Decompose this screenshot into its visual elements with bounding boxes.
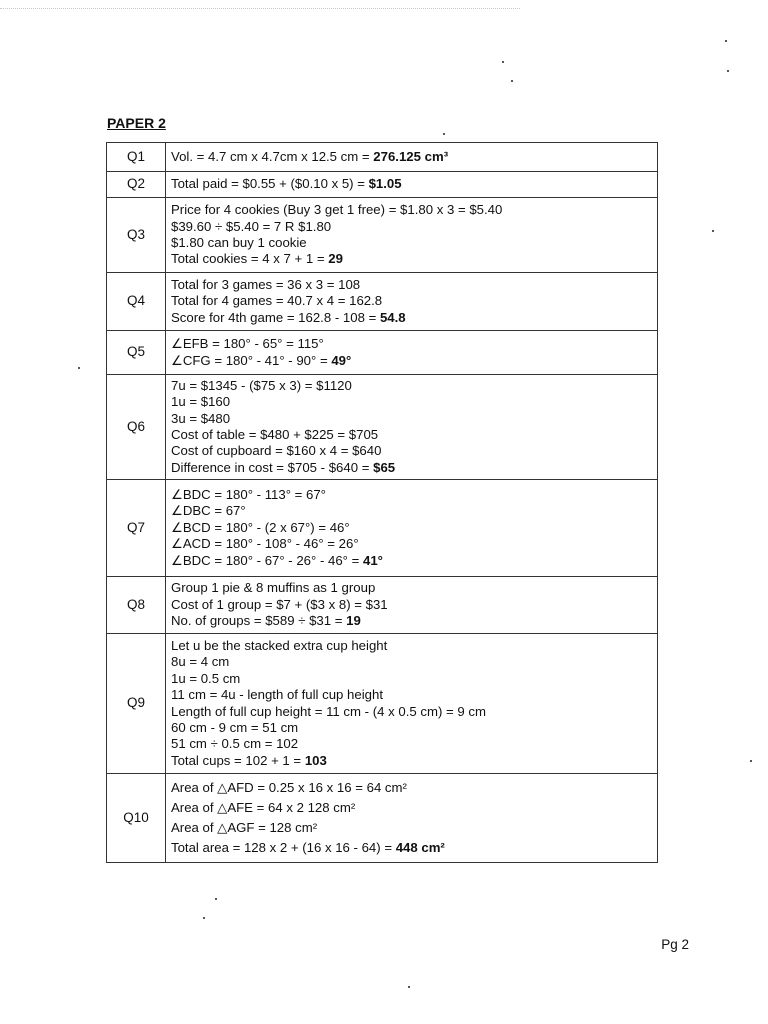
working-line: Group 1 pie & 8 muffins as 1 group [171, 580, 376, 596]
question-number: Q3 [107, 198, 166, 273]
working-line: Total for 4 games = 40.7 x 4 = 162.8 [171, 293, 383, 309]
table-row [107, 172, 658, 198]
working-cell [166, 273, 658, 331]
final-answer: 54.8 [379, 309, 406, 325]
question-number: Q10 [107, 774, 166, 863]
scan-speck [443, 133, 445, 135]
working-cell [166, 480, 658, 577]
final-answer: $65 [373, 459, 396, 475]
working-line: $39.60 ÷ $5.40 = 7 R $1.80 [171, 218, 332, 234]
working-text: Total area = 128 x 2 + (16 x 16 - 64) = [171, 840, 396, 855]
working-line: 1u = 0.5 cm [171, 670, 241, 686]
working-cell [166, 577, 658, 634]
page-number: Pg 2 [661, 937, 689, 952]
working-cell [166, 634, 658, 774]
working-text: Total paid = $0.55 + ($0.10 x 5) = [171, 176, 369, 192]
working-line: Cost of cupboard = $160 x 4 = $640 [171, 443, 382, 459]
question-number: Q2 [107, 172, 166, 198]
scan-edge-line [0, 8, 520, 9]
working-line: ∠ACD = 180° - 108° - 46° = 26° [171, 536, 359, 552]
scan-speck [725, 40, 727, 42]
question-number: Q8 [107, 577, 166, 634]
table-row [107, 480, 658, 577]
working-cell [166, 143, 658, 172]
scan-speck [511, 80, 513, 82]
working-cell [166, 774, 658, 863]
final-answer: 41° [363, 552, 383, 568]
final-answer: 103 [304, 752, 327, 768]
working-line [171, 553, 651, 569]
working-line: 51 cm ÷ 0.5 cm = 102 [171, 736, 299, 752]
working-line: Area of △AGF = 128 cm² [171, 820, 318, 835]
working-line [171, 176, 651, 192]
working-line [171, 753, 651, 769]
page-title: PAPER 2 [107, 115, 166, 131]
scan-speck [203, 917, 205, 919]
working-line [171, 251, 651, 267]
working-line: Let u be the stacked extra cup height [171, 637, 388, 653]
working-text: Total cookies = 4 x 7 + 1 = [171, 251, 329, 267]
working-cell [166, 375, 658, 480]
working-line [171, 353, 651, 369]
question-number: Q6 [107, 375, 166, 480]
working-text: Difference in cost = $705 - $640 = [171, 459, 374, 475]
working-line: 3u = $480 [171, 410, 231, 426]
working-cell [166, 172, 658, 198]
final-answer: 448 cm² [395, 840, 445, 855]
working-line [171, 838, 651, 858]
question-number: Q9 [107, 634, 166, 774]
table-row [107, 634, 658, 774]
final-answer: 29 [328, 251, 343, 267]
scan-speck [502, 61, 504, 63]
working-text: Score for 4th game = 162.8 - 108 = [171, 309, 380, 325]
scan-speck [78, 367, 80, 369]
working-line [171, 149, 651, 165]
answer-table [106, 142, 658, 863]
working-text: ∠CFG = 180° - 41° - 90° = [171, 352, 332, 368]
working-line [171, 460, 651, 476]
working-text: ∠BDC = 180° - 67° - 26° - 46° = [171, 552, 363, 568]
table-row [107, 143, 658, 172]
final-answer: 19 [346, 613, 361, 629]
question-number: Q5 [107, 331, 166, 375]
working-line: Area of △AFE = 64 x 2 128 cm² [171, 800, 356, 815]
working-text: Vol. = 4.7 cm x 4.7cm x 12.5 cm = [171, 148, 374, 164]
working-line: ∠DBC = 67° [171, 503, 246, 519]
scan-speck [750, 760, 752, 762]
scan-speck [215, 898, 217, 900]
working-line: Price for 4 cookies (Buy 3 get 1 free) = $1.80 x 3 = $5.40 [171, 202, 503, 218]
working-line: Cost of table = $480 + $225 = $705 [171, 427, 379, 442]
table-row [107, 774, 658, 863]
working-line: Area of △AFD = 0.25 x 16 x 16 = 64 cm² [171, 780, 407, 795]
working-line: ∠BDC = 180° - 113° = 67° [171, 486, 326, 502]
working-line [171, 310, 651, 326]
final-answer: 49° [331, 352, 352, 368]
table-row [107, 375, 658, 480]
working-line: 1u = $160 [171, 394, 231, 410]
working-line: 8u = 4 cm [171, 654, 230, 670]
table-row [107, 577, 658, 634]
working-line: Length of full cup height = 11 cm - (4 x 0.5 cm) = 9 cm [171, 703, 486, 719]
working-line: ∠EFB = 180° - 65° = 115° [171, 336, 324, 352]
working-text: No. of groups = $589 ÷ $31 = [171, 613, 347, 629]
table-row [107, 198, 658, 273]
working-line: 7u = $1345 - ($75 x 3) = $1120 [171, 377, 352, 393]
scan-speck [712, 230, 714, 232]
working-line: $1.80 can buy 1 cookie [171, 235, 307, 250]
question-number: Q7 [107, 480, 166, 577]
working-line: ∠BCD = 180° - (2 x 67°) = 46° [171, 519, 350, 535]
working-cell [166, 331, 658, 375]
working-line: 11 cm = 4u - length of full cup height [171, 687, 383, 703]
table-row [107, 331, 658, 375]
working-cell [166, 198, 658, 273]
working-line: 60 cm - 9 cm = 51 cm [171, 719, 299, 735]
working-line: Total for 3 games = 36 x 3 = 108 [171, 276, 361, 292]
working-line [171, 613, 651, 629]
question-number: Q1 [107, 143, 166, 172]
final-answer: 276.125 cm³ [373, 148, 449, 164]
working-text: Total cups = 102 + 1 = [171, 752, 305, 768]
working-line: Cost of 1 group = $7 + ($3 x 8) = $31 [171, 596, 388, 612]
table-row [107, 273, 658, 331]
question-number: Q4 [107, 273, 166, 331]
scan-speck [727, 70, 729, 72]
scan-speck [408, 986, 410, 988]
final-answer: $1.05 [368, 176, 402, 192]
